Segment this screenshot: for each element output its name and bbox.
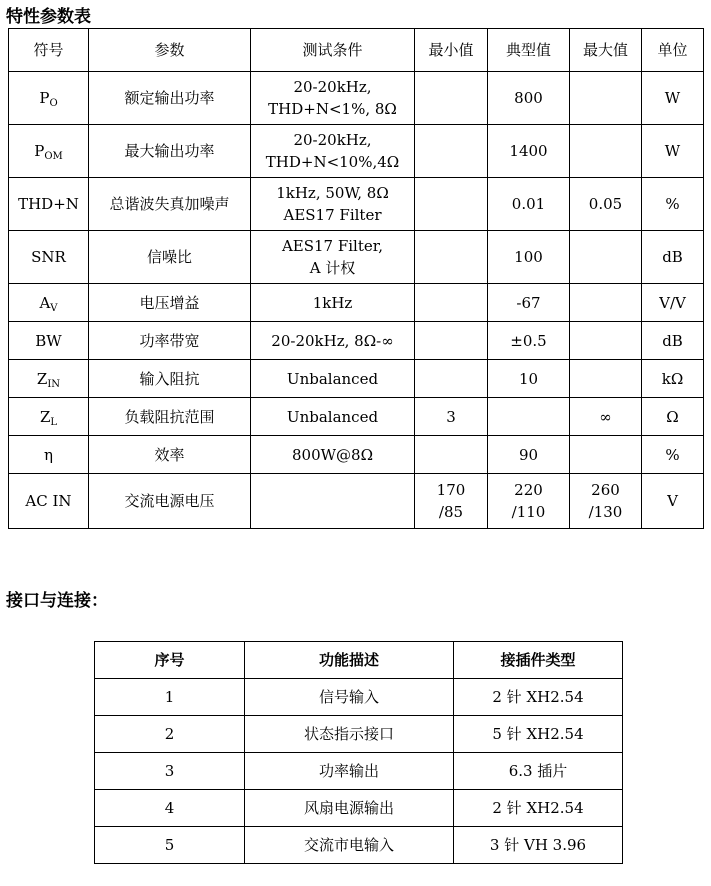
table-row: [9, 231, 704, 284]
parameter-cell: 交流电源电压: [89, 474, 251, 529]
max-cell: [570, 360, 642, 398]
function-cell: 状态指示接口: [245, 716, 454, 753]
condition-cell: 1kHz, 50W, 8Ω AES17 Filter: [251, 178, 415, 231]
function-cell: 风扇电源输出: [245, 790, 454, 827]
table-row: [9, 284, 704, 322]
typ-cell: ±0.5: [488, 322, 570, 360]
parameter-cell: 功率带宽: [89, 322, 251, 360]
header-symbol: 符号: [9, 29, 89, 72]
spec-table: [8, 28, 704, 529]
connector-cell: 3 针 VH 3.96: [454, 827, 623, 864]
max-cell: [570, 322, 642, 360]
index-cell: 5: [95, 827, 245, 864]
min-cell: [415, 360, 488, 398]
header-index: 序号: [95, 642, 245, 679]
parameter-cell: 信噪比: [89, 231, 251, 284]
header-test-condition: 测试条件: [251, 29, 415, 72]
connection-header-row: [95, 642, 623, 679]
table-row: [9, 322, 704, 360]
condition-cell: 20-20kHz, 8Ω-∞: [251, 322, 415, 360]
parameter-cell: 效率: [89, 436, 251, 474]
symbol-cell: $Z_{IN}$: [9, 360, 89, 398]
parameter-cell: 电压增益: [89, 284, 251, 322]
condition-cell: 20-20kHz, THD+N<1%, 8Ω: [251, 72, 415, 125]
table-row: [9, 72, 704, 125]
unit-cell: %: [642, 436, 704, 474]
symbol-cell: $P_{OM}$: [9, 125, 89, 178]
unit-cell: %: [642, 178, 704, 231]
typ-cell: 220 /110: [488, 474, 570, 529]
table-row: [95, 753, 623, 790]
unit-cell: dB: [642, 231, 704, 284]
typ-cell: 10: [488, 360, 570, 398]
parameter-cell: 最大输出功率: [89, 125, 251, 178]
condition-cell: Unbalanced: [251, 398, 415, 436]
spec-header-row: [9, 29, 704, 72]
function-cell: 信号输入: [245, 679, 454, 716]
condition-cell: AES17 Filter, A 计权: [251, 231, 415, 284]
unit-cell: V: [642, 474, 704, 529]
max-cell: 260 /130: [570, 474, 642, 529]
parameter-cell: 总谐波失真加噪声: [89, 178, 251, 231]
symbol-cell: AC IN: [9, 474, 89, 529]
min-cell: [415, 436, 488, 474]
table-row: [9, 360, 704, 398]
header-typ: 典型值: [488, 29, 570, 72]
condition-cell: [251, 474, 415, 529]
unit-cell: W: [642, 72, 704, 125]
min-cell: [415, 322, 488, 360]
condition-cell: Unbalanced: [251, 360, 415, 398]
unit-cell: W: [642, 125, 704, 178]
index-cell: 2: [95, 716, 245, 753]
table-row: [95, 716, 623, 753]
parameter-cell: 输入阻抗: [89, 360, 251, 398]
max-cell: [570, 436, 642, 474]
unit-cell: Ω: [642, 398, 704, 436]
symbol-cell: $P_O$: [9, 72, 89, 125]
symbol-cell: $A_V$: [9, 284, 89, 322]
connector-cell: 2 针 XH2.54: [454, 679, 623, 716]
max-cell: [570, 125, 642, 178]
header-unit: 单位: [642, 29, 704, 72]
table-row: [9, 436, 704, 474]
condition-cell: 1kHz: [251, 284, 415, 322]
min-cell: [415, 125, 488, 178]
index-cell: 1: [95, 679, 245, 716]
symbol-cell: BW: [9, 322, 89, 360]
max-cell: 0.05: [570, 178, 642, 231]
typ-cell: 100: [488, 231, 570, 284]
table-row: [95, 790, 623, 827]
header-connector-type: 接插件类型: [454, 642, 623, 679]
connection-table: [94, 641, 623, 864]
typ-cell: -67: [488, 284, 570, 322]
max-cell: [570, 72, 642, 125]
table-row: [95, 679, 623, 716]
typ-cell: 1400: [488, 125, 570, 178]
max-cell: [570, 231, 642, 284]
unit-cell: V/V: [642, 284, 704, 322]
max-cell: ∞: [570, 398, 642, 436]
function-cell: 交流市电输入: [245, 827, 454, 864]
typ-cell: 800: [488, 72, 570, 125]
connector-cell: 6.3 插片: [454, 753, 623, 790]
connector-cell: 2 针 XH2.54: [454, 790, 623, 827]
condition-cell: 20-20kHz, THD+N<10%,4Ω: [251, 125, 415, 178]
header-min: 最小值: [415, 29, 488, 72]
symbol-cell: THD+N: [9, 178, 89, 231]
index-cell: 4: [95, 790, 245, 827]
typ-cell: 90: [488, 436, 570, 474]
table-row: [9, 398, 704, 436]
condition-cell: 800W@8Ω: [251, 436, 415, 474]
symbol-cell: η: [9, 436, 89, 474]
max-cell: [570, 284, 642, 322]
index-cell: 3: [95, 753, 245, 790]
min-cell: [415, 72, 488, 125]
parameter-cell: 负载阻抗范围: [89, 398, 251, 436]
typ-cell: 0.01: [488, 178, 570, 231]
symbol-cell: SNR: [9, 231, 89, 284]
header-max: 最大值: [570, 29, 642, 72]
connection-section-title: 接口与连接：: [6, 591, 108, 611]
spec-section-title: 特性参数表: [6, 7, 91, 27]
min-cell: 3: [415, 398, 488, 436]
table-row: [9, 178, 704, 231]
header-parameter: 参数: [89, 29, 251, 72]
connector-cell: 5 针 XH2.54: [454, 716, 623, 753]
min-cell: [415, 231, 488, 284]
min-cell: [415, 178, 488, 231]
symbol-cell: $Z_L$: [9, 398, 89, 436]
typ-cell: [488, 398, 570, 436]
parameter-cell: 额定输出功率: [89, 72, 251, 125]
table-row: [95, 827, 623, 864]
table-row: [9, 474, 704, 529]
unit-cell: dB: [642, 322, 704, 360]
table-row: [9, 125, 704, 178]
function-cell: 功率输出: [245, 753, 454, 790]
min-cell: 170 /85: [415, 474, 488, 529]
min-cell: [415, 284, 488, 322]
header-function: 功能描述: [245, 642, 454, 679]
unit-cell: kΩ: [642, 360, 704, 398]
